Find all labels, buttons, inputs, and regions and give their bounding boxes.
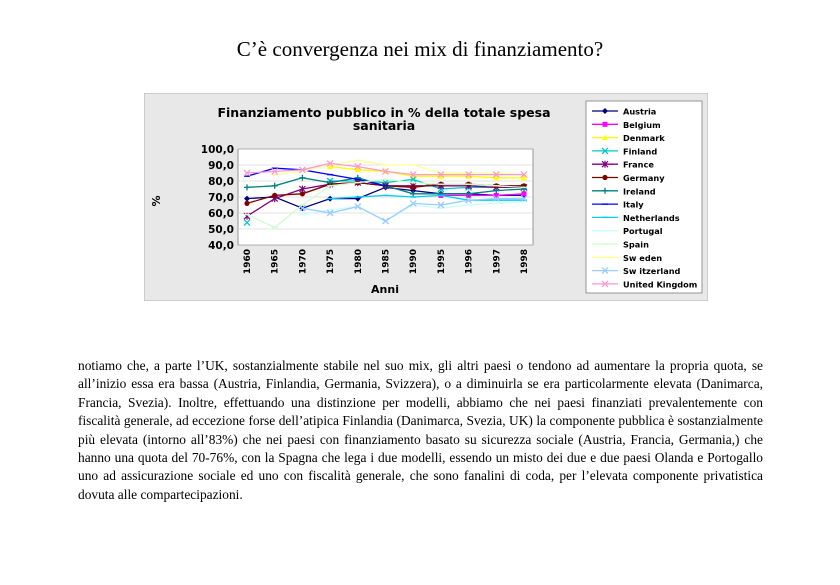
legend-label: Finland — [623, 146, 658, 157]
y-tick-label: 70,0 — [208, 192, 234, 204]
x-tick-label: 1997 — [492, 249, 503, 275]
legend-label: Ireland — [623, 186, 656, 197]
y-tick-label: 90,0 — [208, 160, 234, 172]
chart-svg — [144, 93, 708, 301]
y-tick-label: 100,0 — [200, 144, 234, 156]
chart — [144, 93, 708, 301]
data-point-germany — [244, 201, 249, 206]
slide-title: C’è convergenza nei mix di finanziamento? — [236, 37, 604, 61]
y-tick-label: 40,0 — [208, 240, 234, 252]
chart-title-line2: sanitaria — [352, 118, 416, 133]
data-point-belgium — [522, 191, 527, 196]
x-tick-label: 1995 — [436, 249, 447, 275]
legend-label: Italy — [623, 199, 644, 210]
legend-marker — [603, 122, 608, 127]
legend-label: France — [623, 159, 654, 170]
x-tick-label: 1965 — [270, 249, 281, 275]
chart-title-line1: Finanziamento pubblico in % della totale spesa — [217, 105, 551, 120]
x-axis-label: Anni — [371, 283, 399, 296]
y-tick-label: 80,0 — [208, 176, 234, 188]
legend-label: Sw eden — [623, 252, 663, 263]
legend-label: Germany — [623, 173, 665, 183]
x-tick-label: 1996 — [464, 249, 475, 275]
legend-label: Netherlands — [623, 212, 680, 223]
legend-label: United Kingdom — [623, 279, 698, 290]
y-tick-label: 50,0 — [208, 224, 234, 236]
body-paragraph: notiamo che, a parte l’UK, sostanzialmente stabile nel suo mix, gli altri paesi o tendono ad aumentare la propria quota, se all’inizio essa era bassa (Austria, Finlandia, Germania, Svizzera), o a diminuirla se era particolarmente elevata (Danimarca, Francia, Svezia). Inoltre, effettuando una distinzione per modelli, abbiamo che nei paesi finanziati prevalentemente con fiscalità generale, ad eccezione forse dell’atipica Finlandia (Danimarca, Svezia, UK) la componente pubblica è sostanzialmente più elevata (intorno all’83%) che nei paesi con finanziamento basato su sicurezza sociale (Austria, Francia, Germania,) che hanno una quota del 70-76%, con la Spagna che lega i due modelli, essendo un misto dei due e due paesi Olanda e Portogallo uno ad assicurazione sociale ed uno con fiscalità generale, che sono fanalini di coda, per l’elevata componente privatistica dovuta alle compartecipazioni. — [78, 358, 763, 502]
x-tick-label: 1960 — [243, 249, 253, 275]
x-tick-label: 1990 — [409, 249, 420, 275]
legend-label: Sw itzerland — [623, 266, 681, 277]
x-tick-label: 1980 — [353, 249, 364, 275]
legend-marker — [602, 175, 607, 180]
data-point-germany — [300, 191, 305, 196]
y-axis-label: % — [150, 195, 163, 207]
legend-label: Portugal — [623, 226, 663, 237]
y-tick-label: 60,0 — [208, 208, 234, 220]
x-tick-label: 1998 — [520, 249, 530, 275]
legend-label: Belgium — [623, 119, 661, 130]
data-point-germany — [272, 193, 277, 198]
legend-label: Denmark — [623, 133, 665, 144]
x-tick-label: 1975 — [326, 249, 337, 275]
legend-label: Austria — [623, 106, 657, 117]
x-tick-label: 1970 — [298, 249, 309, 275]
x-tick-label: 1985 — [381, 249, 392, 275]
data-point-germany — [411, 185, 416, 190]
legend-label: Spain — [623, 239, 649, 250]
